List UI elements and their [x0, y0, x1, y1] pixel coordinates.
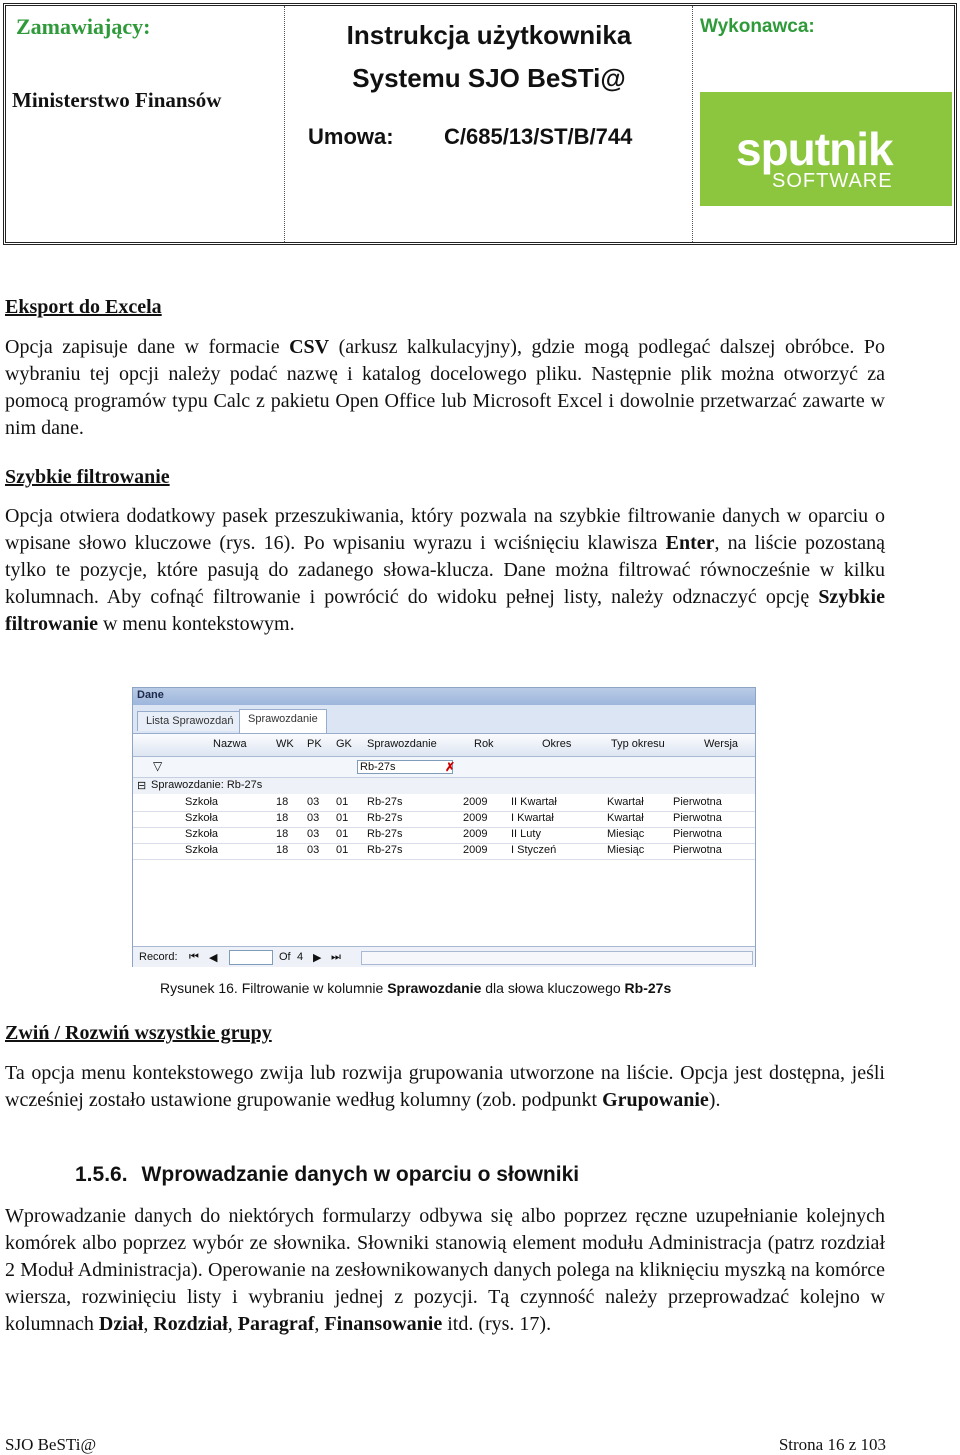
table-cell: 18	[276, 828, 289, 840]
table-cell: 03	[307, 844, 320, 856]
col-header-okres[interactable]: Okres	[542, 738, 572, 750]
col-header-sprawozdanie[interactable]: Sprawozdanie	[367, 738, 437, 750]
contractor-label: Wykonawca:	[700, 16, 815, 37]
dictionary-paragraph: Wprowadzanie danych do niektórych formularzy odbywa się albo poprzez ręczne uzupełnianie kolejnych komórek albo poprzez wybór ze słownika. Słowniki stanowią element modułu Administracja (patrz rozdział 2 Moduł Administracja). Operowanie na zesłownikowanych danych polega na kliknięciu myszką na komórce wiersza, rozwinięciu listy i wybraniu jednej z pozycji. Tą czynność należy przeprowadzać kolejno w kolumnach Dział, Rozdział, Paragraf, Finansowanie itd. (rys. 17).	[5, 1205, 885, 1335]
table-cell: Pierwotna	[673, 812, 722, 824]
table-cell: Rb-27s	[367, 844, 403, 856]
client-name: Ministerstwo Finansów	[12, 88, 222, 112]
collapse-paragraph: Ta opcja menu kontekstowego zwija lub rozwija grupowania utworzone na liście. Opcja jest dostępna, jeśli wcześniej zostało ustawione grupowanie według kolumny (zob. podpunkt Grupowanie).	[5, 1062, 885, 1111]
table-cell: Rb-27s	[367, 796, 403, 808]
table-cell: 01	[336, 812, 349, 824]
logo-subtext: SOFTWARE	[772, 170, 893, 192]
table-cell: Szkoła	[185, 828, 219, 840]
document-header	[3, 3, 957, 245]
table-row[interactable]	[133, 795, 755, 812]
sputnik-logo	[700, 92, 952, 206]
table-cell: 01	[336, 828, 349, 840]
table-cell: 2009	[463, 828, 488, 840]
tab-bar	[133, 705, 755, 734]
table-cell: Szkoła	[185, 796, 219, 808]
section-heading	[75, 1163, 579, 1187]
table-cell: I Styczeń	[511, 844, 557, 856]
first-record-icon[interactable]: ⏮	[189, 951, 199, 963]
group-label: Sprawozdanie: Rb-27s	[151, 779, 263, 791]
table-cell: Szkoła	[185, 812, 219, 824]
table-row[interactable]	[133, 811, 755, 828]
title-cell	[286, 6, 693, 242]
table-row[interactable]	[133, 827, 755, 844]
figure-screenshot	[132, 687, 756, 967]
filter-paragraph: Opcja otwiera dodatkowy pasek przeszukiwania, który pozwala na szybkie filtrowanie danych w oparciu o wpisane słowo kluczowe (rys. 16). Po wpisaniu wyrazu i wciśnięciu klawisza Enter, na liście pozostaną tylko te pozycje, które pasują do zadanego słowa-klucza. Dane można filtrować równocześnie w kilku kolumnach. Aby cofnąć filtrowanie i powrócić do widoku pełnej listy, należy odznaczyć opcję Szybkie filtrowanie w menu kontekstowym.	[5, 505, 885, 635]
col-header-pk[interactable]: PK	[307, 738, 322, 750]
record-input[interactable]	[229, 950, 273, 965]
table-cell: 2009	[463, 796, 488, 808]
table-cell: Rb-27s	[367, 812, 403, 824]
export-heading: Eksport do Excela	[5, 296, 162, 318]
table-cell: 2009	[463, 844, 488, 856]
table-cell: 18	[276, 796, 289, 808]
table-cell: Kwartał	[607, 812, 644, 824]
table-cell: Pierwotna	[673, 828, 722, 840]
col-header-wersja[interactable]: Wersja	[704, 738, 739, 750]
table-cell: Pierwotna	[673, 844, 722, 856]
table-cell: 01	[336, 844, 349, 856]
table-cell: 03	[307, 828, 320, 840]
data-grid	[133, 734, 755, 946]
section-title: Wprowadzanie danych w oparciu o słowniki	[141, 1163, 580, 1186]
record-label: Record:	[139, 951, 178, 963]
footer-page-number: Strona 16 z 103	[778, 1435, 886, 1454]
client-label: Zamawiający:	[16, 14, 151, 39]
filter-heading: Szybkie filtrowanie	[5, 466, 170, 488]
logo-text: sputnik	[736, 123, 893, 175]
table-cell: 2009	[463, 812, 488, 824]
table-cell: Kwartał	[607, 796, 644, 808]
contractor-cell	[696, 6, 954, 242]
client-cell	[6, 6, 285, 242]
col-header-typ-okresu[interactable]: Typ okresu	[611, 738, 665, 750]
horizontal-scrollbar[interactable]	[361, 951, 753, 965]
table-cell: Rb-27s	[367, 828, 403, 840]
tab-lista-sprawozdan[interactable]: Lista Sprawozdań	[137, 711, 242, 731]
filter-input-sprawozdanie[interactable]: Rb-27s	[357, 760, 453, 774]
table-cell: 03	[307, 812, 320, 824]
col-header-rok[interactable]: Rok	[474, 738, 494, 750]
export-paragraph: Opcja zapisuje dane w formacie CSV (arkusz kalkulacyjny), gdzie mogą podlegać dalszej obróbce. Po wybraniu tej opcji należy podać nazwę i katalog docelowego pliku. Następnie plik można otworzyć za pomocą programów typu Calc z pakietu Open Office lub Microsoft Excel i dowolnie przetwarzać zawarte w nim dane.	[5, 336, 885, 439]
col-header-nazwa[interactable]: Nazwa	[213, 738, 247, 750]
doc-subtitle: Systemu SJO BeSTi@	[352, 63, 626, 93]
collapse-heading: Zwiń / Rozwiń wszystkie grupy	[5, 1022, 272, 1044]
table-cell: 18	[276, 844, 289, 856]
window-title: Dane	[133, 688, 755, 705]
table-cell: Pierwotna	[673, 796, 722, 808]
section-number: 1.5.6.	[75, 1163, 128, 1186]
table-row[interactable]	[133, 843, 755, 860]
group-row[interactable]	[133, 778, 755, 794]
of-label: Of	[279, 951, 291, 963]
grid-header-row	[133, 734, 755, 757]
col-header-gk[interactable]: GK	[336, 738, 352, 750]
contract-number: C/685/13/ST/B/744	[444, 124, 633, 149]
funnel-icon: ▽	[153, 759, 163, 773]
prev-record-icon[interactable]: ◀	[209, 952, 218, 964]
col-header-wk[interactable]: WK	[276, 738, 294, 750]
table-cell: I Kwartał	[511, 812, 554, 824]
table-cell: II Kwartał	[511, 796, 557, 808]
table-cell: Szkoła	[185, 844, 219, 856]
table-cell: 03	[307, 796, 320, 808]
contract-label: Umowa:	[308, 124, 394, 149]
table-cell: Miesiąc	[607, 828, 645, 840]
footer-left: SJO BeSTi@	[5, 1435, 97, 1454]
clear-filter-icon[interactable]: ✗	[445, 760, 456, 774]
record-navigator	[133, 946, 755, 967]
of-value: 4	[297, 951, 304, 963]
tab-sprawozdanie[interactable]: Sprawozdanie	[239, 709, 327, 733]
doc-title: Instrukcja użytkownika	[346, 20, 632, 50]
figure-caption: Rysunek 16. Filtrowanie w kolumnie Sprawozdanie dla słowa kluczowego Rb-27s	[160, 980, 672, 996]
next-record-icon[interactable]: ▶	[313, 952, 322, 964]
table-cell: 18	[276, 812, 289, 824]
table-cell: Miesiąc	[607, 844, 645, 856]
collapse-icon[interactable]: ⊟	[137, 780, 147, 792]
table-cell: 01	[336, 796, 349, 808]
filter-row	[133, 757, 755, 778]
table-cell: II Luty	[511, 828, 541, 840]
last-record-icon[interactable]: ⏭	[331, 951, 341, 963]
